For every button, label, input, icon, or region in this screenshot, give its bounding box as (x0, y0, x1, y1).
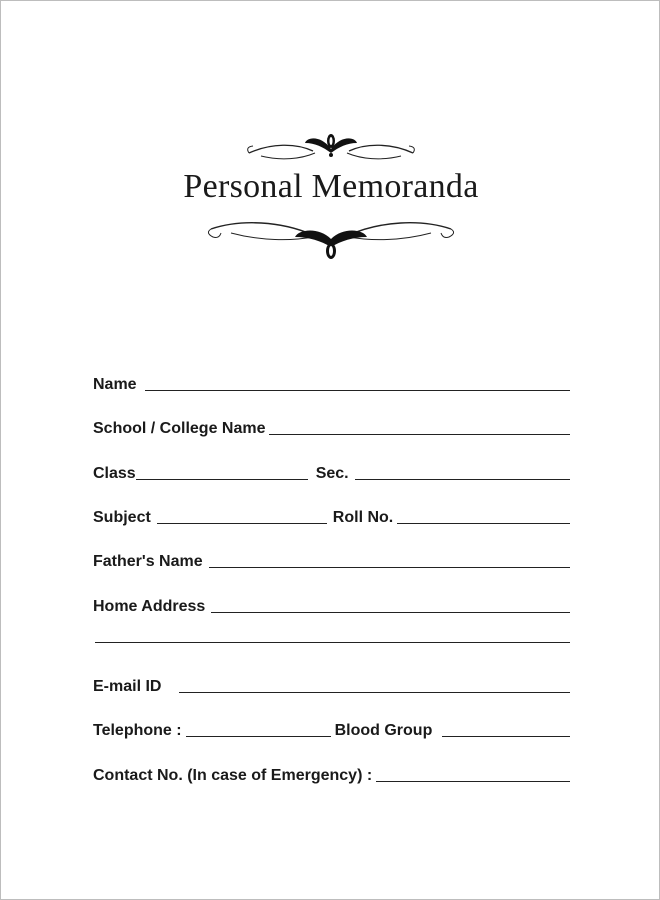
father-row (93, 549, 570, 571)
class-label: Class (93, 465, 136, 482)
email-label: E-mail ID (93, 678, 162, 695)
emergency-row (93, 763, 570, 785)
father-name-label: Father's Name (93, 553, 203, 570)
email-field[interactable] (179, 692, 570, 693)
name-label: Name (93, 376, 137, 393)
telephone-field[interactable] (186, 736, 331, 737)
address-row (93, 594, 570, 616)
father-name-field[interactable] (209, 567, 570, 568)
class-field[interactable] (136, 479, 308, 480)
sec-field[interactable] (355, 479, 570, 480)
page-title: Personal Memoranda (183, 168, 479, 205)
telephone-row (93, 718, 570, 740)
name-field[interactable] (145, 390, 570, 391)
name-row (93, 372, 570, 394)
bottom-flourish-ornament (201, 215, 461, 263)
class-row (93, 461, 570, 483)
school-row (93, 416, 570, 438)
roll-no-label: Roll No. (332, 509, 394, 526)
school-label: School / College Name (93, 420, 266, 437)
blood-group-field[interactable] (442, 736, 570, 737)
telephone-label: Telephone : (93, 722, 182, 739)
emergency-contact-label: Contact No. (In case of Emergency) : (93, 767, 373, 784)
home-address-line-2[interactable] (95, 642, 570, 643)
subject-label: Subject (93, 509, 151, 526)
home-address-field[interactable] (211, 612, 570, 613)
sec-label: Sec. (315, 465, 349, 482)
emergency-contact-field[interactable] (376, 781, 570, 782)
home-address-label: Home Address (93, 598, 206, 615)
roll-no-field[interactable] (397, 523, 570, 524)
school-field[interactable] (269, 434, 570, 435)
blood-group-label: Blood Group (334, 722, 433, 739)
subject-field[interactable] (157, 523, 327, 524)
top-flourish-ornament (241, 129, 421, 167)
subject-row (93, 505, 570, 527)
email-row (93, 674, 570, 696)
